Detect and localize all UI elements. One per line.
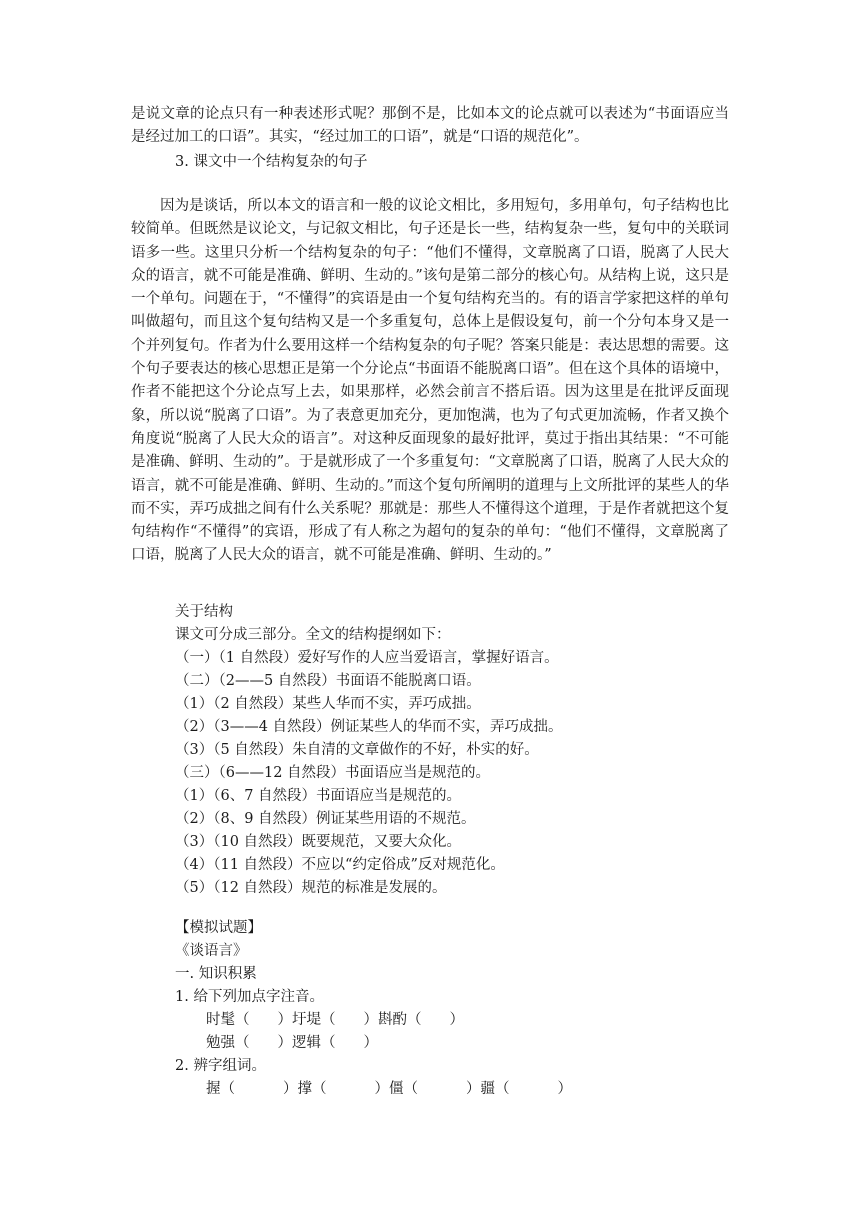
question-1: 1. 给下列加点字注音。 (175, 989, 324, 1005)
outline-item: （3）（5 自然段）朱自清的文章做作的不好，朴实的好。 (175, 742, 539, 758)
blank-label: ） (363, 1035, 378, 1051)
intro-paragraph: 是说文章的论点只有一种表述形式呢？那倒不是，比如本文的论点就可以表述为“书面语应当是经过加工的口语”。其实，“经过加工的口语”，就是“口语的规范化”。 (131, 106, 729, 146)
question-2-row (206, 1078, 572, 1100)
outline-item: （1）（6、7 自然段）书面语应当是规范的。 (175, 788, 462, 804)
outline-item: （二）（2——5 自然段）书面语不能脱离口语。 (175, 673, 481, 689)
blank-label: ）圩堤（ (277, 1012, 336, 1028)
blank-label: 时髦（ (206, 1012, 250, 1028)
exam-heading: 【模拟试题】 (175, 920, 262, 936)
exam-part-1: 一. 知识积累 (175, 966, 257, 982)
outline-item: （3）（10 自然段）既要规范，又要大众化。 (175, 834, 462, 850)
blank-label: ）疆（ (466, 1081, 510, 1097)
blank-label: ）僵（ (374, 1081, 418, 1097)
blank-label: 握（ (206, 1081, 235, 1097)
blank-label: ） (449, 1012, 464, 1028)
question-1-row-1 (206, 1009, 464, 1031)
section-3-heading: 3. 课文中一个结构复杂的句子 (175, 154, 368, 170)
question-1-row-2 (206, 1032, 378, 1054)
structure-intro: 课文可分成三部分。全文的结构提纲如下： (175, 627, 451, 643)
outline-item: （1）（2 自然段）某些人华而不实，弄巧成拙。 (175, 696, 481, 712)
outline-item: （4）（11 自然段）不应以“约定俗成”反对规范化。 (175, 857, 505, 873)
blank-label: 勉强（ (206, 1035, 250, 1051)
outline-item: （2）（3——4 自然段）例证某些人的华而不实，弄巧成拙。 (175, 719, 563, 735)
outline-item: （三）（6——12 自然段）书面语应当是规范的。 (175, 765, 491, 781)
blank-label: ）逻辑（ (277, 1035, 336, 1051)
long-paragraph: 因为是谈话，所以本文的语言和一般的议论文相比，多用短句，多用单句，句子结构也比较简单。但既然是议论文，与记叙文相比，句子还是长一些，结构复杂一些，复句中的关联词语多一些。这里只分析一个结构复杂的句子：“他们不懂得，文章脱离了口语，脱离了人民大众的语言，就不可能是准确、鲜明、生动的。”该句是第二部分的核心句。从结构上说，这只是一个单句。问题在于，“不懂得”的宾语是由一个复句结构充当的。有的语言学家把这样的单句叫做超句，而且这个复句结构又是一个多重复句，总体上是假设复句，前一个分句本身又是一个并列复句。作者为什么要用这样一个结构复杂的句子呢？答案只能是：表达思想的需要。这个句子要表达的核心思想正是第一个分论点“书面语不能脱离口语”。但在这个具体的语境中，作者不能把这个分论点写上去，如果那样，必然会前言不搭后语。因为这里是在批评反面现象，所以说“脱离了口语”。为了表意更加充分，更加饱满，也为了句式更加流畅，作者又换个角度说“脱离了人民大众的语言”。对这种反面现象的最好批评，莫过于指出其结果：“不可能是准确、鲜明、生动的”。于是就形成了一个多重复句：“文章脱离了口语，脱离了人民大众的语言，就不可能是准确、鲜明、生动的。”而这个复句所阐明的道理与上文所批评的某些人的华而不实，弄巧成拙之间有什么关系呢？那就是：那些人不懂得这个道理，于是作者就把这个复句结构作“不懂得”的宾语，形成了有人称之为超句的复杂的单句：“他们不懂得，文章脱离了口语，脱离了人民大众的语言，就不可能是准确、鲜明、生动的。” (131, 198, 729, 564)
question-2: 2. 辨字组词。 (175, 1058, 266, 1074)
blank-label: ） (557, 1081, 572, 1097)
exam-title: 《谈语言》 (175, 943, 248, 959)
outline-item: （一）（1 自然段）爱好写作的人应当爱语言，掌握好语言。 (175, 650, 559, 666)
outline-item: （5）（12 自然段）规范的标准是发展的。 (175, 880, 447, 896)
structure-heading: 关于结构 (175, 604, 233, 620)
outline-item: （2）（8、9 自然段）例证某些用语的不规范。 (175, 811, 476, 827)
blank-label: ）撑（ (283, 1081, 327, 1097)
blank-label: ）斟酌（ (363, 1012, 422, 1028)
